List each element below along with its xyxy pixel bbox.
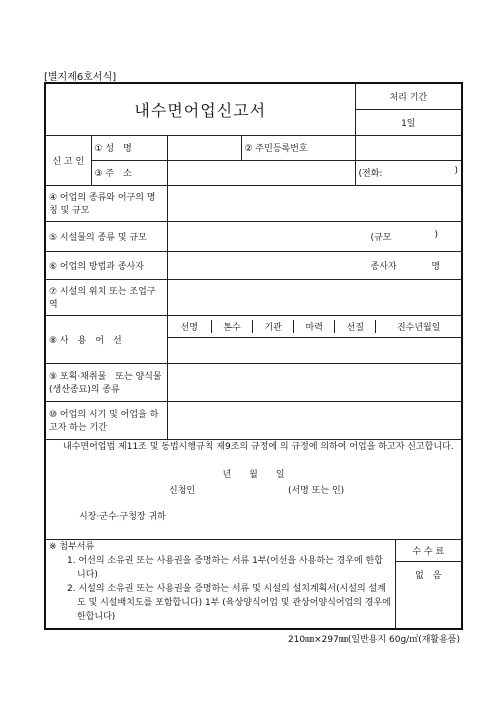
phone-field[interactable] — [355, 160, 462, 185]
vessel-header-material: 선질 — [335, 320, 376, 333]
item7-label: ⑦ 시설의 위치 또는 조업구역 — [45, 279, 167, 315]
fee-value: 없 음 — [395, 561, 462, 629]
form-title: 내수면어업신고서 — [45, 83, 355, 135]
vessel-header-horsepower: 마력 — [294, 320, 335, 333]
item4-label: ④ 어업의 종류와 어구의 명칭 및 규모 — [45, 185, 167, 221]
workers-unit: 명 — [431, 261, 441, 272]
form-number: [별지제6호서식] — [44, 72, 117, 83]
date-line: 년 월 일 — [222, 469, 285, 480]
processing-period-value: 1일 — [355, 109, 462, 135]
sign-note: (서명 또는 인) — [287, 485, 345, 496]
item9-label: ⑨ 포획·채취물 또는 양식물(생산종묘)의 종류 — [45, 363, 167, 401]
paper-size-note: 210㎜×297㎜(일반용지 60g/㎡(재활용품) — [287, 635, 460, 645]
attachments-section — [45, 539, 395, 629]
vessel-header-table — [168, 320, 462, 333]
address-label: ③ 주 소 — [91, 160, 167, 185]
name-label: ① 성 명 — [91, 135, 167, 160]
vessel-header-tonnage: 톤수 — [212, 320, 253, 333]
scale-close: ) — [434, 229, 439, 240]
applicant-sign-label: 신청인 — [169, 485, 196, 496]
processing-period-label: 처리 기간 — [355, 83, 462, 109]
item6-field[interactable] — [167, 251, 462, 279]
declaration-section — [45, 439, 462, 539]
phone-label: (전화: — [358, 169, 383, 179]
name-field[interactable] — [167, 135, 241, 160]
attachment-item-1: 1. 어선의 소유권 또는 사용권을 증명하는 서류 1부(어선을 사용하는 경우에 한합니다) — [67, 555, 383, 580]
item4-field[interactable] — [167, 185, 462, 221]
scale-label: (규모 — [370, 232, 392, 243]
item5-field[interactable] — [167, 221, 462, 251]
resident-number-label: ② 주민등록번호 — [241, 135, 355, 160]
resident-number-field[interactable] — [355, 135, 462, 160]
addressee: 시장·군수·구청장 귀하 — [79, 511, 166, 522]
item6-label: ⑥ 어업의 방법과 종사자 — [45, 251, 167, 279]
item8-label: ⑧ 사 용 어 선 — [45, 315, 167, 363]
form-table — [44, 82, 463, 630]
applicant-label: 신 고 인 — [45, 135, 91, 185]
workers-label: 종사자 — [370, 261, 397, 272]
address-field[interactable] — [167, 160, 355, 185]
item7-field[interactable] — [167, 279, 462, 315]
report-form — [44, 82, 461, 630]
attachment-item-2: 2. 시설의 소유권 또는 사용권을 증명하는 서류 및 시설의 설치계획서(시설의 설계도 및 시설배치도를 포함합니다) 1부 (육상양식어업 및 관상어양식어업의 경우에 한합니다) — [67, 583, 391, 622]
attachments-title: ※ 첨부서류 — [49, 541, 95, 552]
vessel-header-engine: 기관 — [253, 320, 294, 333]
item10-field[interactable] — [167, 401, 462, 439]
vessel-header-name: 선명 — [168, 320, 212, 333]
phone-close: ) — [454, 166, 459, 176]
item10-label: ⑩ 어업의 시기 및 어업을 하고자 하는 기간 — [45, 401, 167, 439]
fee-label: 수 수 료 — [395, 539, 462, 561]
item5-label: ⑤ 시설물의 종류 및 규모 — [45, 221, 167, 251]
declaration-text: 내수면어업법 제11조 및 동법시행규칙 제9조의 규정에 의 규정에 의하여 어업을 하고자 신고합니다. — [63, 441, 454, 452]
item9-field[interactable] — [167, 363, 462, 401]
vessel-header-launch-date: 진수년월일 — [376, 320, 461, 333]
